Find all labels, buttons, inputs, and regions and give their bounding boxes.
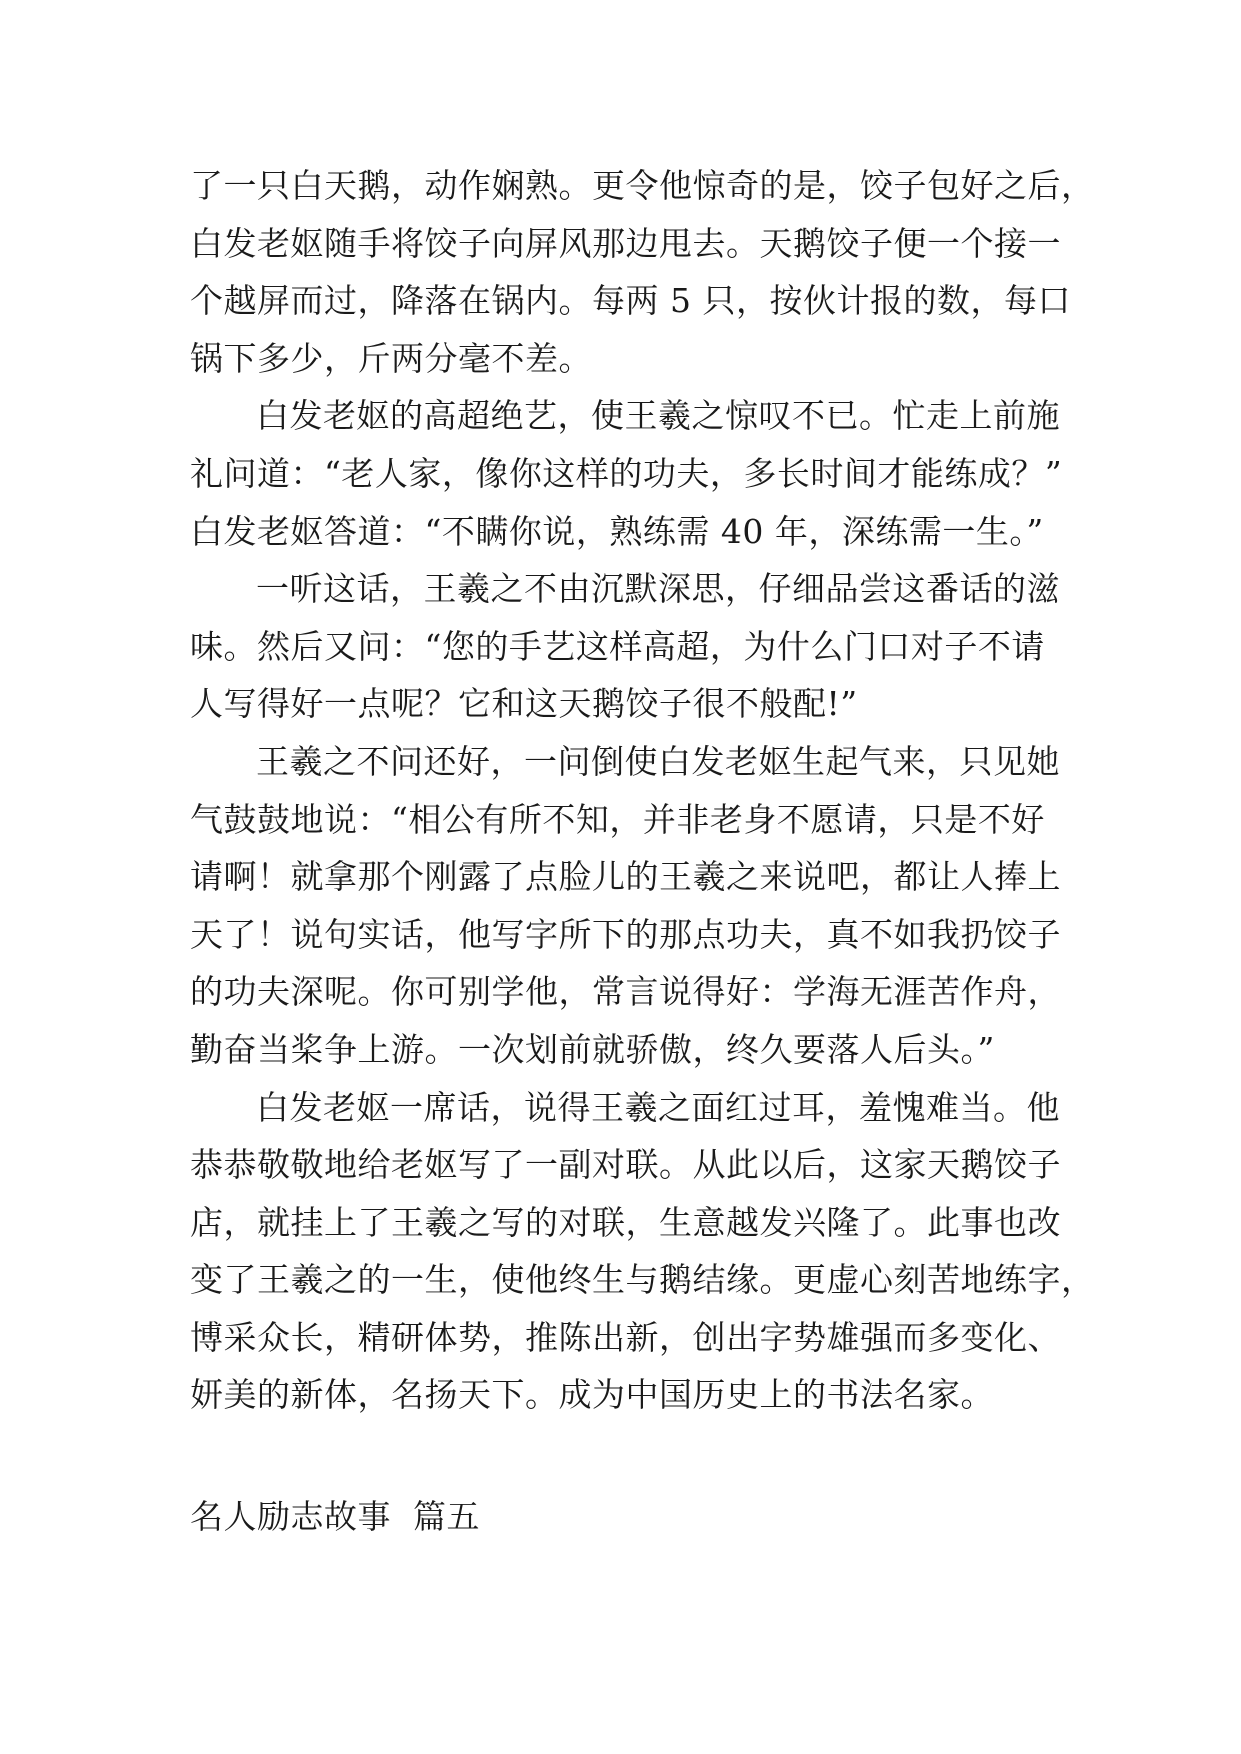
text-line: 礼问道：“老人家，像你这样的功夫，多长时间才能练成？”: [190, 453, 1063, 493]
text-line: 天了！说句实话，他写字所下的那点功夫，真不如我扔饺子: [190, 914, 1061, 954]
text-line: 店，就挂上了王羲之写的对联，生意越发兴隆了。此事也改: [190, 1202, 1061, 1242]
paragraph: [190, 1079, 1095, 1425]
text-line: 白发老妪的高超绝艺，使王羲之惊叹不已。忙走上前施: [256, 396, 1060, 436]
text-line: 了一只白天鹅，动作娴熟。更令他惊奇的是，饺子包好之后，: [190, 166, 1095, 205]
text-line: 白发老妪随手将饺子向屏风那边甩去。天鹅饺子便一个接一: [190, 223, 1061, 263]
paragraph: [190, 157, 1095, 387]
paragraph: [190, 387, 1063, 560]
text-line: 白发老妪答道：“不瞒你说，熟练需 40 年，深练需一生。”: [190, 511, 1044, 551]
article-body: [190, 157, 1095, 1424]
text-line: 恭恭敬敬地给老妪写了一副对联。从此以后，这家天鹅饺子: [190, 1145, 1061, 1185]
text-line: 博采众长，精研体势，推陈出新，创出字势雄强而多变化、: [190, 1317, 1061, 1357]
text-line: 变了王羲之的一生，使他终生与鹅结缘。更虚心刻苦地练字，: [190, 1260, 1095, 1300]
paragraph: [190, 733, 1061, 1079]
text-line: 锅下多少，斤两分毫不差。: [190, 338, 592, 378]
text-line: 妍美的新体，名扬天下。成为中国历史上的书法名家。: [190, 1375, 994, 1415]
text-line: 气鼓鼓地说：“相公有所不知，并非老身不愿请，只是不好: [190, 799, 1045, 839]
text-line: 王羲之不问还好，一问倒使白发老妪生起气来，只见她: [256, 741, 1060, 781]
text-line: 人写得好一点呢？它和这天鹅饺子很不般配!”: [190, 684, 858, 724]
text-line: 个越屏而过，降落在锅内。每两 5 只，按伙计报的数，每口: [190, 281, 1071, 321]
text-line: 味。然后又问：“您的手艺这样高超，为什么门口对子不请: [190, 626, 1045, 666]
paragraph: [190, 560, 1060, 733]
text-line: 勤奋当桨争上游。一次划前就骄傲，终久要落人后头。”: [190, 1029, 995, 1069]
text-line: 的功夫深呢。你可别学他，常言说得好：学海无涯苦作舟，: [190, 972, 1061, 1012]
section-title: 名人励志故事 篇五: [190, 1497, 480, 1536]
text-line: 白发老妪一席话，说得王羲之面红过耳，羞愧难当。他: [256, 1087, 1060, 1127]
text-line: 请啊！就拿那个刚露了点脸儿的王羲之来说吧，都让人捧上: [190, 857, 1061, 897]
text-line: 一听这话，王羲之不由沉默深思，仔细品尝这番话的滋: [256, 569, 1060, 609]
